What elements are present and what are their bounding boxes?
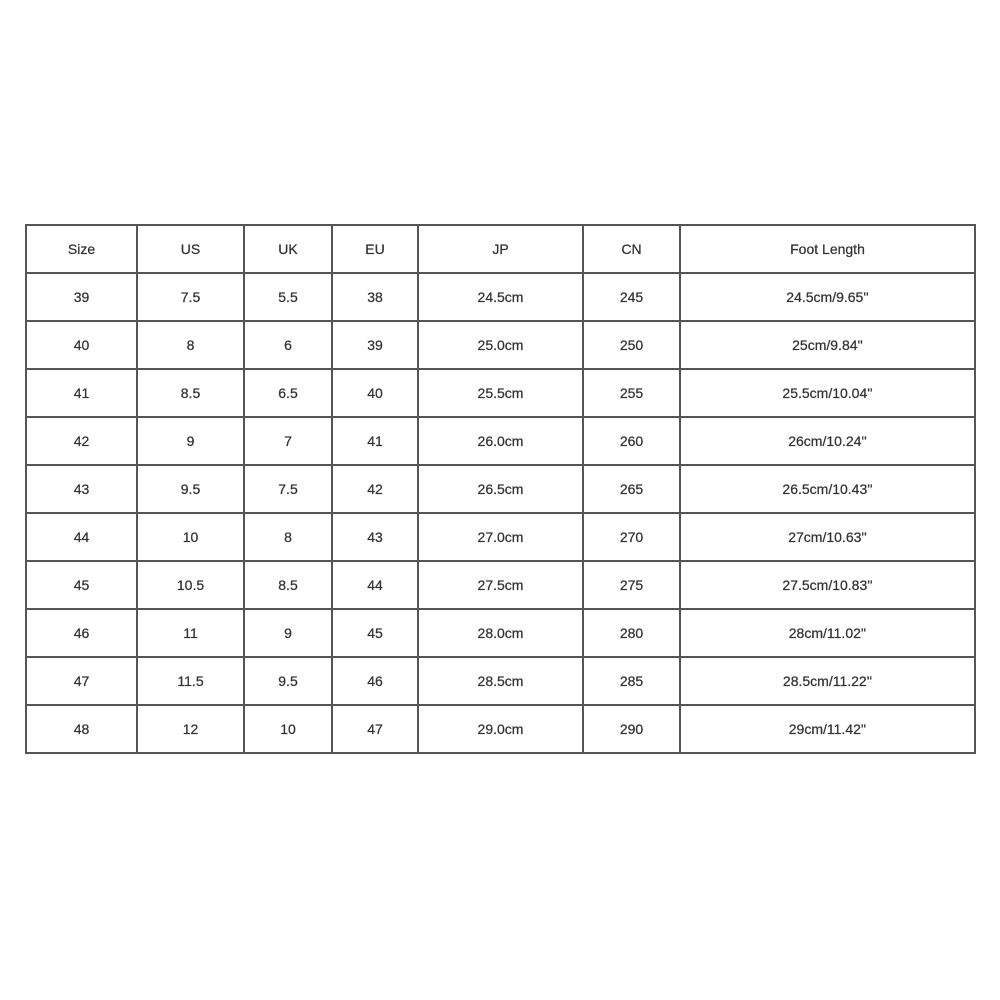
cell-eu: 44 [332, 561, 418, 609]
table-row [26, 705, 975, 753]
cell-jp: 25.5cm [418, 369, 583, 417]
cell-foot-length: 28cm/11.02'' [680, 609, 975, 657]
cell-jp: 29.0cm [418, 705, 583, 753]
cell-jp: 27.5cm [418, 561, 583, 609]
cell-cn: 290 [583, 705, 680, 753]
cell-size: 47 [26, 657, 137, 705]
header-us: US [137, 225, 244, 273]
cell-size: 40 [26, 321, 137, 369]
cell-foot-length: 27cm/10.63'' [680, 513, 975, 561]
cell-us: 9 [137, 417, 244, 465]
cell-cn: 265 [583, 465, 680, 513]
header-jp: JP [418, 225, 583, 273]
cell-uk: 6 [244, 321, 332, 369]
cell-jp: 26.5cm [418, 465, 583, 513]
header-row [26, 225, 975, 273]
table-row [26, 465, 975, 513]
cell-size: 39 [26, 273, 137, 321]
cell-jp: 28.5cm [418, 657, 583, 705]
cell-foot-length: 29cm/11.42'' [680, 705, 975, 753]
cell-uk: 5.5 [244, 273, 332, 321]
size-chart-table [25, 224, 976, 754]
cell-eu: 41 [332, 417, 418, 465]
cell-us: 9.5 [137, 465, 244, 513]
cell-uk: 8 [244, 513, 332, 561]
cell-foot-length: 26cm/10.24'' [680, 417, 975, 465]
cell-uk: 9 [244, 609, 332, 657]
header-uk: UK [244, 225, 332, 273]
cell-us: 8 [137, 321, 244, 369]
cell-us: 12 [137, 705, 244, 753]
cell-us: 10.5 [137, 561, 244, 609]
cell-eu: 39 [332, 321, 418, 369]
cell-cn: 285 [583, 657, 680, 705]
cell-cn: 260 [583, 417, 680, 465]
cell-us: 7.5 [137, 273, 244, 321]
cell-jp: 25.0cm [418, 321, 583, 369]
cell-uk: 7 [244, 417, 332, 465]
cell-foot-length: 27.5cm/10.83'' [680, 561, 975, 609]
cell-uk: 6.5 [244, 369, 332, 417]
cell-eu: 47 [332, 705, 418, 753]
table-row [26, 369, 975, 417]
cell-us: 11 [137, 609, 244, 657]
header-eu: EU [332, 225, 418, 273]
cell-cn: 270 [583, 513, 680, 561]
header-cn: CN [583, 225, 680, 273]
cell-cn: 275 [583, 561, 680, 609]
cell-uk: 7.5 [244, 465, 332, 513]
cell-foot-length: 25cm/9.84'' [680, 321, 975, 369]
cell-cn: 280 [583, 609, 680, 657]
cell-uk: 10 [244, 705, 332, 753]
cell-size: 46 [26, 609, 137, 657]
cell-us: 11.5 [137, 657, 244, 705]
cell-size: 44 [26, 513, 137, 561]
cell-size: 41 [26, 369, 137, 417]
cell-foot-length: 28.5cm/11.22'' [680, 657, 975, 705]
cell-size: 48 [26, 705, 137, 753]
cell-eu: 43 [332, 513, 418, 561]
cell-eu: 45 [332, 609, 418, 657]
cell-foot-length: 25.5cm/10.04'' [680, 369, 975, 417]
table-header [26, 225, 975, 273]
cell-jp: 26.0cm [418, 417, 583, 465]
cell-cn: 245 [583, 273, 680, 321]
cell-eu: 42 [332, 465, 418, 513]
cell-size: 42 [26, 417, 137, 465]
header-foot-length: Foot Length [680, 225, 975, 273]
cell-us: 8.5 [137, 369, 244, 417]
cell-jp: 27.0cm [418, 513, 583, 561]
cell-us: 10 [137, 513, 244, 561]
cell-size: 45 [26, 561, 137, 609]
table-row [26, 321, 975, 369]
cell-eu: 40 [332, 369, 418, 417]
table-row [26, 561, 975, 609]
cell-jp: 28.0cm [418, 609, 583, 657]
table-row [26, 609, 975, 657]
table-row [26, 273, 975, 321]
cell-foot-length: 26.5cm/10.43'' [680, 465, 975, 513]
cell-uk: 8.5 [244, 561, 332, 609]
cell-foot-length: 24.5cm/9.65'' [680, 273, 975, 321]
cell-cn: 255 [583, 369, 680, 417]
table-row [26, 513, 975, 561]
table-row [26, 417, 975, 465]
table-body [26, 273, 975, 753]
header-size: Size [26, 225, 137, 273]
cell-jp: 24.5cm [418, 273, 583, 321]
cell-eu: 38 [332, 273, 418, 321]
cell-cn: 250 [583, 321, 680, 369]
cell-size: 43 [26, 465, 137, 513]
table-row [26, 657, 975, 705]
cell-uk: 9.5 [244, 657, 332, 705]
cell-eu: 46 [332, 657, 418, 705]
